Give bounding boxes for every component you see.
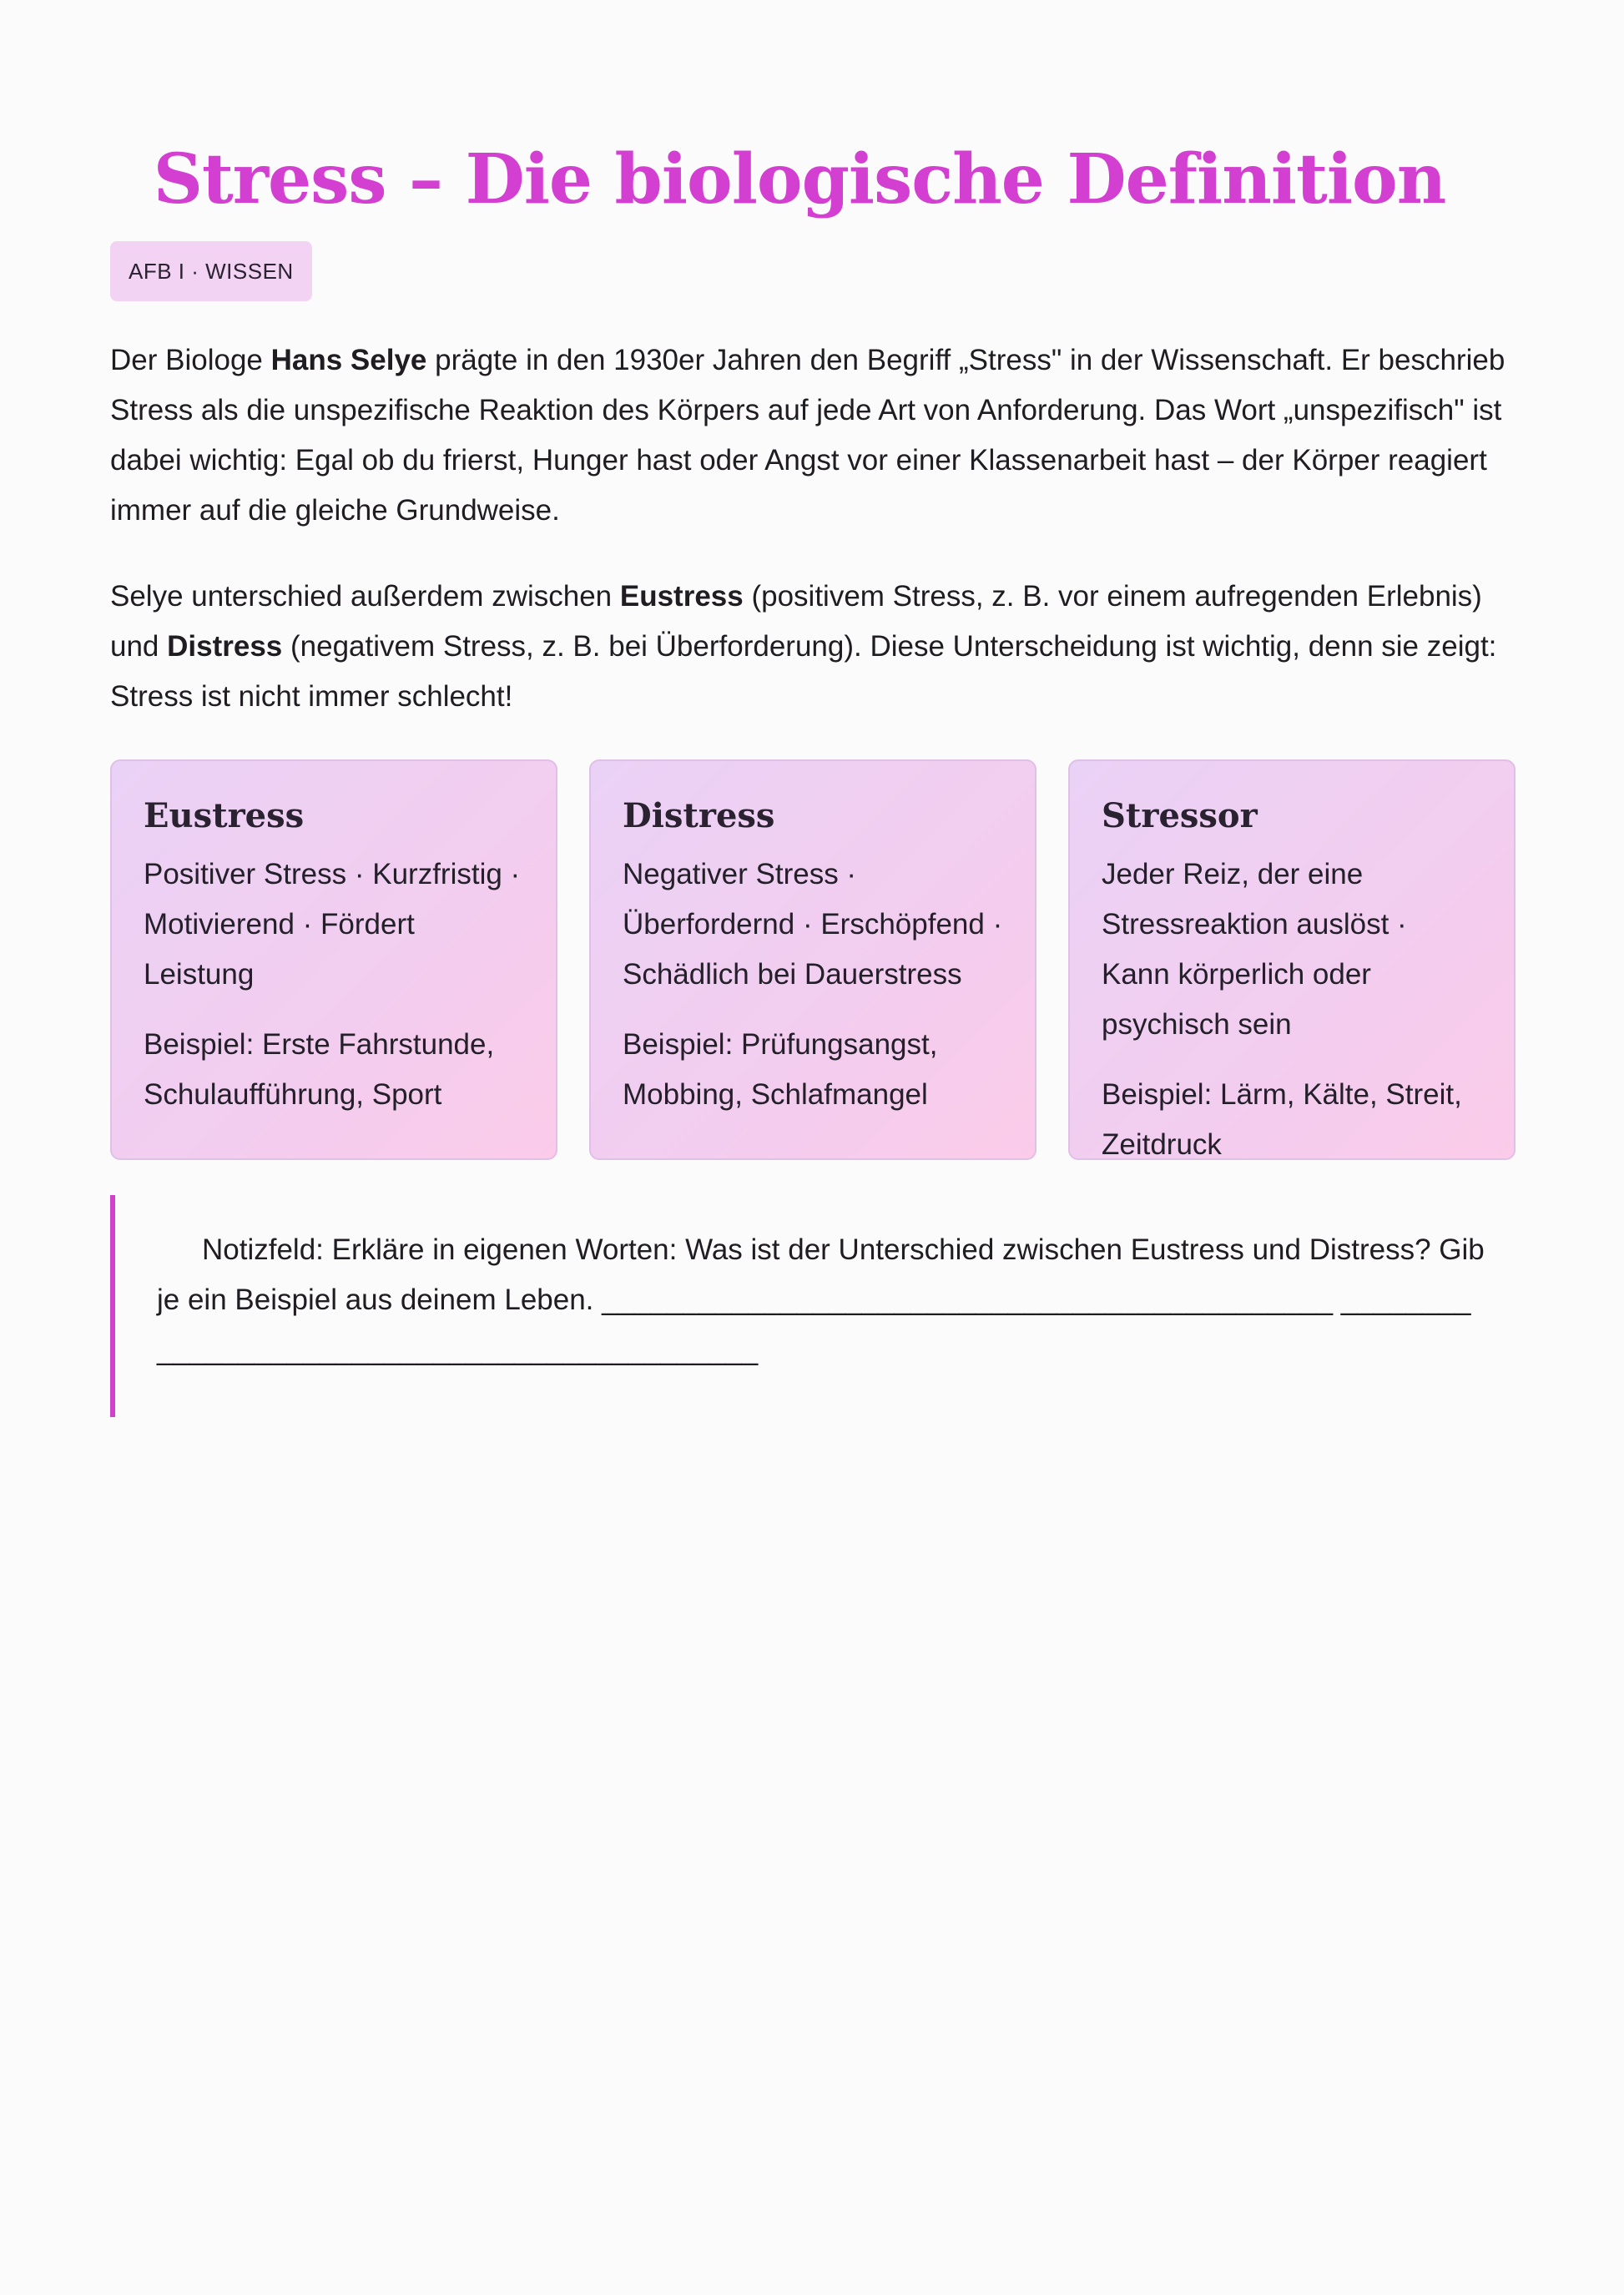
paragraph-bold-eustress: Eustress [619,580,744,613]
card-example: Beispiel: Prüfungsangst, Mobbing, Schlafmangel [623,1028,938,1111]
page-title: Stress – Die biologische Definition [153,139,1446,219]
definition-cards [110,759,1516,1160]
card-title: Eustress [144,796,305,835]
distinction-paragraph [110,572,1521,722]
card-description: Negativer Stress · Überfordernd · Erschöpfend · Schädlich bei Dauerstress [623,858,1003,991]
card-eustress [110,759,557,1160]
card-description: Jeder Reiz, der eine Stressreaktion auslöst · Kann körperlich oder psychisch sein [1102,858,1407,1041]
card-description: Positiver Stress · Kurzfristig · Motivierend · Fördert Leistung [144,858,521,991]
note-field[interactable] [110,1195,1519,1417]
paragraph-text: (negativem Stress, z. B. bei Überforderung). Diese Unterscheidung ist wichtig, denn sie zeigt: Stress ist nicht immer schlecht! [110,630,1497,713]
card-distress [589,759,1036,1160]
level-badge: AFB I · WISSEN [110,241,312,301]
paragraph-text: prägte in den 1930er Jahren den Begriff „Stress" in der Wissenschaft. Er beschrieb Stress als die unspezifische Reaktion des Körpers auf jede Art von Anforderung. Das Wort „unspezifisch" ist dabei wichtig: Egal ob du frierst, Hunger hast oder Angst vor einer Klassenarbeit hast – der Körper reagiert immer auf die gleiche Grundweise. [110,344,1505,527]
card-example: Beispiel: Erste Fahrstunde, Schulaufführung, Sport [144,1028,495,1111]
paragraph-text: Der Biologe [110,344,271,376]
paragraph-bold-name: Hans Selye [270,344,427,376]
card-example: Beispiel: Lärm, Kälte, Streit, Zeitdruck [1102,1078,1462,1161]
paragraph-text: (positivem Stress, z. B. vor einem aufregenden Erlebnis) und [110,580,1482,663]
card-stressor [1068,759,1516,1160]
paragraph-text: Selye unterschied außerdem zwischen [110,580,620,613]
card-title: Distress [623,796,775,835]
intro-paragraph [110,335,1521,536]
card-title: Stressor [1102,796,1258,835]
note-prompt: Notizfeld: Erkläre in eigenen Worten: Was ist der Unterschied zwischen Eustress und Distress? Gib je ein Beispiel aus deinem Leben. _____________________________________________ _____________________________________________ [157,1233,1485,1366]
paragraph-bold-distress: Distress [167,630,283,663]
